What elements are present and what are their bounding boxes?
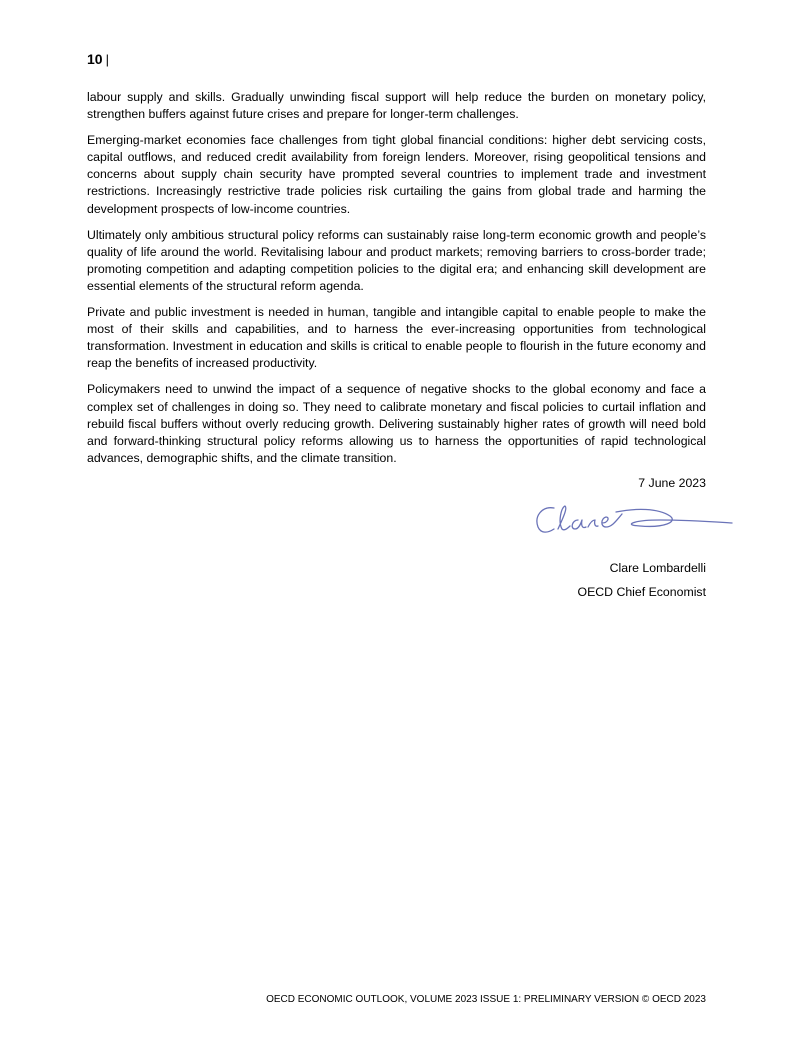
paragraph-1: labour supply and skills. Gradually unwinding fiscal support will help reduce the burden on monetary policy, strengthen buffers against future crises and prepare for longer-term challenges. — [87, 90, 706, 122]
signature-stroke-e — [602, 514, 622, 527]
signer-title: OECD Chief Economist — [577, 585, 706, 599]
signature-stroke-r — [588, 520, 598, 527]
page-footer: OECD ECONOMIC OUTLOOK, VOLUME 2023 ISSUE 1: PRELIMINARY VERSION © OECD 2023 — [266, 994, 706, 1005]
body-text — [87, 89, 706, 476]
signature-stroke-a — [572, 520, 586, 529]
paragraph-2: Emerging-market economies face challenges from tight global financial conditions: higher debt servicing costs, capital outflows, and reduced credit availability from foreign lenders. Moreover, rising geopolitical tensions and concerns about supply chain security have prompted several countries to implement trade and investment restrictions. Increasingly restrictive trade policies risk curtailing the gains from global trade and harming the development prospects of low-income countries. — [87, 133, 706, 216]
handwritten-signature — [518, 496, 736, 550]
letter-date: 7 June 2023 — [638, 476, 706, 490]
signature-stroke-c — [537, 508, 554, 532]
page-number: 10 — [87, 51, 103, 67]
paragraph-5: Policymakers need to unwind the impact of a sequence of negative shocks to the global economy and face a complex set of challenges in doing so. They need to calibrate monetary and fiscal policies to curtail inflation and rebuild fiscal buffers without overly reducing growth. Delivering sustainably higher rates of growth will need bold and forward-thinking structural policy reforms allowing us to harness the opportunities of rapid technological advances, demographic shifts, and the climate transition. — [87, 382, 706, 465]
page-number-header — [87, 51, 109, 68]
page-number-separator: | — [105, 52, 109, 67]
signature-stroke-l — [558, 506, 570, 530]
paragraph-4: Private and public investment is needed in human, tangible and intangible capital to enable people to make the most of their skills and capabilities, and to harness the ever-increasing opportunities from technological transformation. Investment in education and skills is critical to enable people to flourish in the future economy and reap the benefits of increased productivity. — [87, 305, 706, 371]
signature-strokes — [537, 506, 732, 532]
signer-name: Clare Lombardelli — [609, 561, 706, 575]
signature-stroke-flourish — [616, 509, 732, 526]
paragraph-3: Ultimately only ambitious structural policy reforms can sustainably raise long-term economic growth and people’s quality of life around the world. Revitalising labour and product markets; removing barriers to cross-border trade; promoting competition and adapting competition policies to the digital era; and enhancing skill development are essential elements of the structural reform agenda. — [87, 227, 706, 293]
